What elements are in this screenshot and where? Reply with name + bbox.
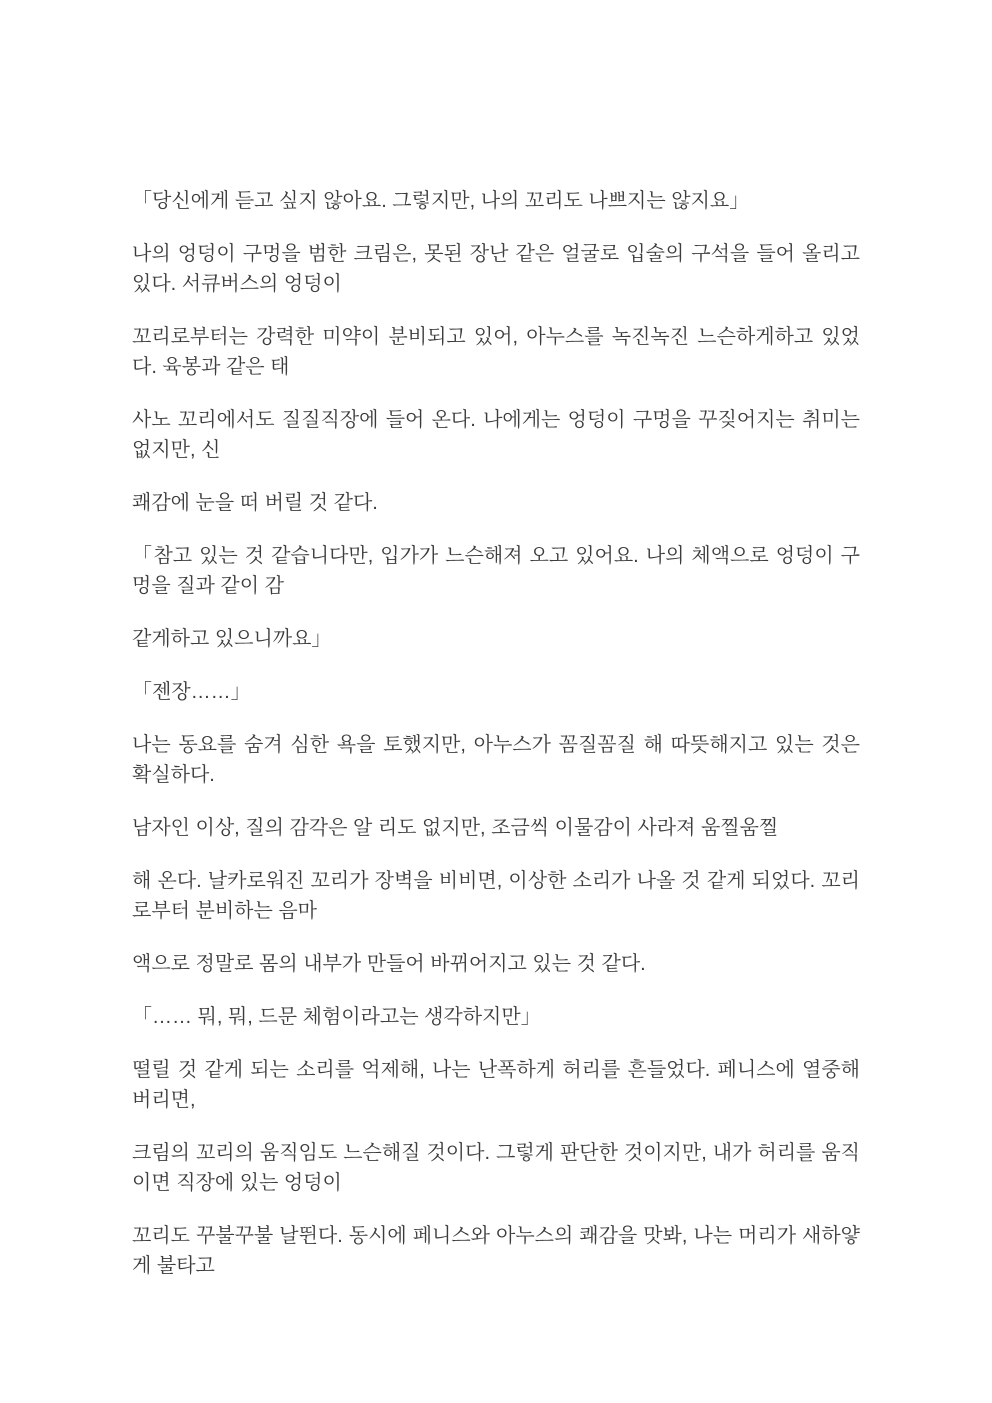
paragraph: 크림의 꼬리의 움직임도 느슨해질 것이다. 그렇게 판단한 것이지만, 내가 허리를 움직이면 직장에 있는 엉덩이 — [132, 1142, 860, 1194]
paragraph: 쾌감에 눈을 떠 버릴 것 같다. — [132, 492, 378, 514]
paragraph: 나의 엉덩이 구멍을 범한 크림은, 못된 장난 같은 얼굴로 입술의 구석을 들어 올리고 있다. 서큐버스의 엉덩이 — [132, 243, 860, 295]
paragraph: 「당신에게 듣고 싶지 않아요. 그렇지만, 나의 꼬리도 나쁘지는 않지요」 — [132, 190, 750, 212]
paragraph: 떨릴 것 같게 되는 소리를 억제해, 나는 난폭하게 허리를 흔들었다. 페니스에 열중해 버리면, — [132, 1059, 860, 1111]
paragraph: 같게하고 있으니까요」 — [132, 628, 332, 650]
paragraph: 꼬리로부터는 강력한 미약이 분비되고 있어, 아누스를 녹진녹진 느슨하게하고 있었다. 육봉과 같은 태 — [132, 326, 860, 378]
paragraph: 「참고 있는 것 같습니다만, 입가가 느슨해져 오고 있어요. 나의 체액으로 엉덩이 구멍을 질과 같이 감 — [132, 545, 860, 597]
paragraph: 남자인 이상, 질의 감각은 알 리도 없지만, 조금씩 이물감이 사라져 움찔움찔 — [132, 817, 779, 839]
text-content — [132, 186, 860, 1281]
paragraph: 「젠장……」 — [132, 681, 251, 703]
paragraph: 사노 꼬리에서도 질질직장에 들어 온다. 나에게는 엉덩이 구멍을 꾸짖어지는 취미는 없지만, 신 — [132, 409, 860, 461]
paragraph: 해 온다. 날카로워진 꼬리가 장벽을 비비면, 이상한 소리가 나올 것 같게 되었다. 꼬리로부터 분비하는 음마 — [132, 870, 860, 922]
paragraph: 액으로 정말로 몸의 내부가 만들어 바뀌어지고 있는 것 같다. — [132, 953, 646, 975]
paragraph: 꼬리도 꾸불꾸불 날뛴다. 동시에 페니스와 아누스의 쾌감을 맛봐, 나는 머리가 새하얗게 불타고 — [132, 1225, 860, 1277]
paragraph: 나는 동요를 숨겨 심한 욕을 토했지만, 아누스가 꼼질꼼질 해 따뜻해지고 있는 것은 확실하다. — [132, 734, 860, 786]
paragraph: 「…… 뭐, 뭐, 드문 체험이라고는 생각하지만」 — [132, 1006, 541, 1028]
